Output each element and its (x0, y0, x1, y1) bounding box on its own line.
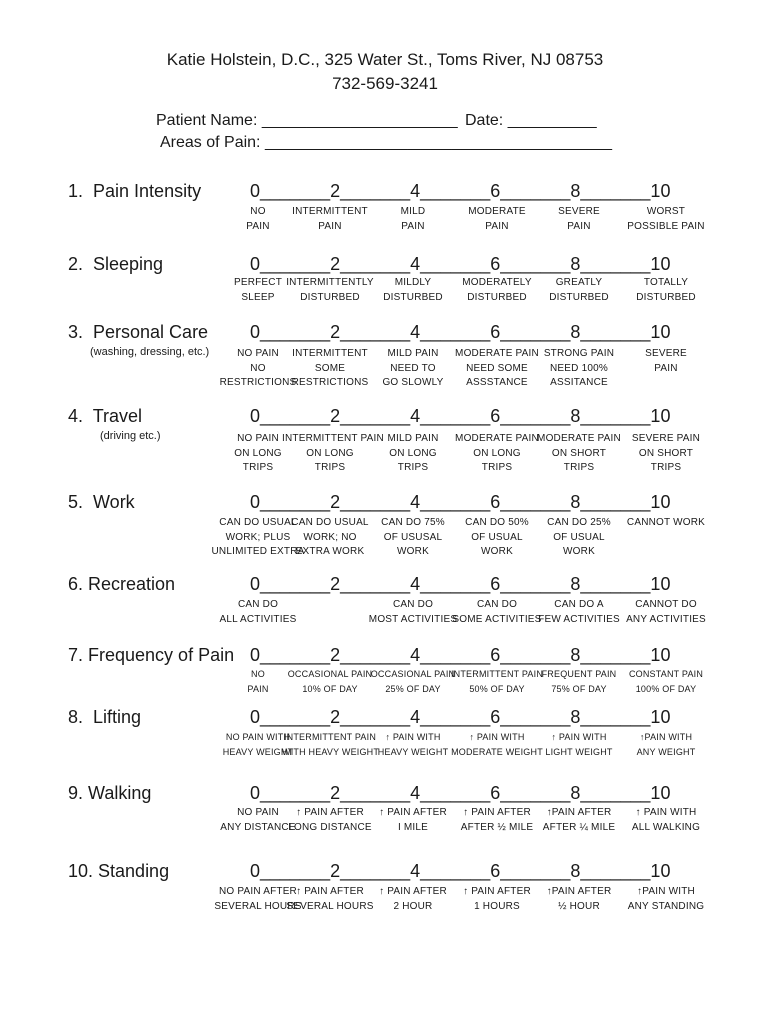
scale-label-line: TRIPS (481, 462, 513, 473)
scale-label-line: CANNOT WORK (626, 517, 706, 528)
scale-label-line: NO (250, 362, 266, 374)
scale-label-line: CAN DO (237, 599, 279, 610)
date-field[interactable]: Date: __________ (465, 112, 597, 129)
scale-label (618, 598, 714, 627)
rating-scale[interactable]: 0_______2_______4_______6_______8_______10 (250, 783, 671, 803)
scale-label-line: PAIN (318, 220, 342, 232)
item-title: 4. Travel (68, 406, 143, 426)
item-title: 7. Frequency of Pain (68, 645, 235, 665)
rating-scale[interactable]: 0_______2_______4_______6_______8_______10 (250, 254, 671, 274)
scale-label (618, 347, 714, 376)
scale-label-line: EXTRA WORK (295, 546, 365, 557)
scale-label-line: OCCASIONAL PAIN (370, 669, 456, 679)
scale-label (282, 806, 378, 835)
scale-label-line: MILD (400, 206, 426, 217)
scale-label-line: ½ HOUR (558, 900, 600, 912)
scale-label (618, 885, 714, 914)
scale-label-line: NO PAIN (237, 807, 279, 818)
clinic-address: Katie Holstein, D.C., 325 Water St., Toms River, NJ 08753 (166, 50, 604, 69)
scale-label-line: TRIPS (242, 462, 274, 473)
rating-scale[interactable]: 0_______2_______4_______6_______8_______10 (250, 322, 671, 342)
scale-label (282, 516, 378, 560)
scale-label-line: INTERMITTENT PAIN (283, 732, 377, 742)
scale-label-line: TRIPS (563, 462, 595, 473)
scale-label-line: WORST (646, 206, 686, 217)
scale-label-line: ON SHORT (638, 447, 694, 459)
scale-label-line: PAIN (485, 220, 509, 232)
item-subtitle: (washing, dressing, etc.) (90, 346, 210, 358)
scale-label-line: PAIN (246, 220, 270, 232)
scale-label-line: WORK (397, 546, 429, 557)
scale-label-line: ANY WEIGHT (636, 746, 696, 757)
scale-label (365, 667, 461, 696)
scale-label-line: ↑ PAIN WITH (635, 807, 697, 818)
scale-label-line: SEVERE (558, 206, 600, 217)
scale-label-line: CONSTANT PAIN (628, 669, 704, 679)
scale-label-line: ON SHORT (551, 447, 607, 459)
item-title: 1. Pain Intensity (68, 181, 202, 201)
scale-label-line: HEAVY WEIGHT (377, 746, 449, 757)
scale-label-line: I MILE (397, 821, 429, 833)
scale-label-line: NEED 100% (550, 362, 608, 374)
scale-label-line: ↑ PAIN AFTER (463, 807, 531, 818)
clinic-phone: 732-569-3241 (332, 74, 438, 93)
scale-label (282, 276, 378, 305)
scale-label-line: SOME (314, 362, 346, 374)
scale-label-line: OF USUAL (471, 531, 523, 543)
scale-label-line: DISTURBED (300, 291, 360, 303)
scale-label (282, 667, 378, 696)
scale-label-line: OF USUSAL (383, 531, 443, 543)
scale-label-line: ASSITANCE (550, 377, 608, 388)
scale-label-line: ANY ACTIVITIES (626, 613, 706, 625)
scale-label-line: 100% OF DAY (635, 683, 697, 694)
scale-label (531, 347, 627, 391)
scale-label-line: 2 HOUR (393, 900, 433, 912)
scale-label-line: 1 HOURS (474, 900, 520, 912)
item-title: 8. Lifting (68, 707, 142, 727)
scale-label-line: CAN DO A (554, 599, 604, 610)
item-title: 5. Work (68, 492, 135, 512)
scale-label-line: WITH HEAVY WEIGHT (282, 746, 380, 757)
scale-label (618, 730, 714, 759)
scale-label-line: ASSSTANCE (466, 377, 528, 388)
scale-label-line: CANNOT DO (635, 599, 697, 610)
scale-label-line: MODERATE WEIGHT (451, 746, 543, 757)
item-title: 9. Walking (68, 783, 152, 803)
scale-label-line: ON LONG (473, 447, 521, 459)
scale-label (531, 730, 627, 759)
scale-label-line: UNLIMITED EXTRA (211, 546, 305, 557)
rating-scale[interactable]: 0_______2_______4_______6_______8_______10 (250, 492, 671, 512)
areas-of-pain-field[interactable]: Areas of Pain: _______________________________________ (160, 134, 612, 151)
scale-label-line: PAIN (247, 683, 269, 694)
scale-label (618, 667, 714, 696)
scale-label (365, 347, 461, 391)
scale-label (531, 276, 627, 305)
scale-label-line: MODERATE PAIN (537, 433, 621, 444)
scale-label-line: ↑PAIN AFTER (546, 807, 612, 818)
scale-label-line: TOTALLY (643, 277, 689, 288)
scale-label-line: MODERATE PAIN (455, 348, 539, 359)
scale-label-line: MILD PAIN (387, 348, 439, 359)
scale-label-line: TRIPS (314, 462, 346, 473)
scale-label-line: FEW ACTIVITIES (538, 613, 620, 625)
scale-label-line: NEED TO (390, 362, 436, 374)
scale-label-line: CAN DO (476, 599, 518, 610)
scale-label-line: AFTER ½ MILE (460, 821, 534, 833)
scale-label-line: NO PAIN AFTER (219, 886, 297, 897)
scale-label-line: CAN DO USUAL (219, 517, 297, 528)
scale-label-line: MODERATE (468, 206, 526, 217)
scale-label (365, 885, 461, 914)
scale-label-line: ↑ PAIN WITH (551, 732, 607, 742)
scale-label-line: INTERMITTENT (292, 206, 368, 217)
scale-label-line: ANY DISTANCE (220, 821, 296, 833)
scale-label-line: WORK (481, 546, 513, 557)
scale-label-line: HEAVY WEIGHT (222, 746, 294, 757)
scale-label-line: 10% OF DAY (302, 683, 358, 694)
scale-label-line: RESTRICTIONS (291, 377, 369, 388)
scale-label (365, 516, 461, 560)
item-subtitle: (driving etc.) (100, 430, 161, 442)
scale-label-line: SEVERAL HOURS (214, 900, 302, 912)
scale-label (282, 432, 384, 476)
scale-label (365, 276, 461, 305)
scale-label-line: WORK (563, 546, 595, 557)
scale-label (282, 885, 378, 914)
scale-label (618, 516, 714, 531)
rating-scale[interactable]: 0_______2_______4_______6_______8_______10 (250, 574, 671, 594)
scale-label-line: SLEEP (241, 291, 275, 303)
scale-label-line: PAIN (567, 220, 591, 232)
scale-label-line: MILD PAIN (387, 433, 439, 444)
scale-label (618, 276, 714, 305)
scale-label-line: ↑ PAIN WITH (469, 732, 525, 742)
scale-label-line: ↑ PAIN WITH (385, 732, 441, 742)
scale-label-line: ↑ PAIN AFTER (379, 886, 447, 897)
scale-label (365, 598, 461, 627)
scale-label (531, 516, 627, 560)
scale-label-line: GO SLOWLY (382, 377, 444, 388)
scale-label-line: CAN DO 75% (381, 517, 445, 528)
scale-label-line: CAN DO USUAL (291, 517, 369, 528)
scale-label-line: WORK; PLUS (225, 531, 291, 543)
scale-label (282, 205, 378, 234)
scale-label-line: LIGHT WEIGHT (545, 746, 613, 757)
scale-label-line: MODERATE PAIN (455, 433, 539, 444)
scale-label-line: STRONG PAIN (543, 348, 615, 359)
scale-label (531, 885, 627, 914)
scale-label (531, 598, 627, 627)
item-title: 3. Personal Care (68, 322, 209, 342)
scale-label-line: PAIN (401, 220, 425, 232)
item-title: 6. Recreation (68, 574, 176, 594)
scale-label (365, 730, 461, 759)
item-title: 2. Sleeping (68, 254, 164, 274)
scale-label-line: 25% OF DAY (385, 683, 441, 694)
scale-label-line: ALL ACTIVITIES (219, 613, 297, 625)
scale-label-line: TRIPS (650, 462, 682, 473)
scale-label-line: DISTURBED (383, 291, 443, 303)
scale-label-line: 50% OF DAY (469, 683, 525, 694)
scale-label-line: INTERMITTENT (292, 348, 368, 359)
scale-label (210, 598, 306, 627)
scale-label-line: NO (250, 206, 266, 217)
patient-name-field[interactable]: Patient Name: ______________________ (156, 112, 458, 129)
scale-label-line: PAIN (654, 362, 678, 374)
scale-label-line: DISTURBED (467, 291, 527, 303)
scale-label-line: CAN DO 25% (547, 517, 611, 528)
scale-label-line: MILDLY (394, 277, 432, 288)
scale-label-line: DISTURBED (636, 291, 696, 303)
rating-scale[interactable]: 0_______2_______4_______6_______8_______10 (250, 181, 671, 201)
scale-label-line: PERFECT (233, 277, 283, 288)
scale-label-line: NO PAIN (237, 433, 279, 444)
scale-label-line: MODERATELY (462, 277, 532, 288)
scale-label-line: SEVERAL HOURS (286, 900, 374, 912)
scale-label-line: WORK; NO (303, 531, 357, 543)
scale-label (365, 806, 461, 835)
scale-label-line: INTERMITTENT PAIN (450, 669, 544, 679)
scale-label-line: ↑PAIN WITH (639, 732, 693, 742)
scale-label-line: ↑PAIN AFTER (546, 886, 612, 897)
scale-label-line: SOME ACTIVITIES (452, 613, 542, 625)
scale-label-line: ↑ PAIN AFTER (296, 807, 364, 818)
scale-label (531, 806, 627, 835)
scale-label-line: CAN DO (392, 599, 434, 610)
scale-label-line: ALL WALKING (631, 821, 701, 833)
scale-label (531, 205, 627, 234)
scale-label-line: SEVERE (645, 348, 687, 359)
scale-label-line: SEVERE PAIN (631, 433, 701, 444)
scale-label (282, 347, 378, 391)
scale-label-line: POSSIBLE PAIN (627, 220, 705, 232)
scale-label-line: ON LONG (234, 447, 282, 459)
scale-label-line: ANY STANDING (627, 900, 705, 912)
scale-label-line: NEED SOME (466, 362, 528, 374)
scale-label-line: 75% OF DAY (551, 683, 607, 694)
rating-scale[interactable]: 0_______2_______4_______6_______8_______10 (250, 645, 671, 665)
rating-scale[interactable]: 0_______2_______4_______6_______8_______10 (250, 861, 671, 881)
scale-label-line: ↑PAIN WITH (637, 886, 695, 897)
scale-label-line: TRIPS (397, 462, 429, 473)
scale-label-line: ON LONG (306, 447, 354, 459)
scale-label-line: MOST ACTIVITIES (368, 613, 458, 625)
scale-label-line: RESTRICTIONS (219, 377, 297, 388)
scale-label-line: CAN DO 50% (465, 517, 529, 528)
scale-label-line: OCCASIONAL PAIN (287, 669, 373, 679)
scale-label-line: DISTURBED (549, 291, 609, 303)
scale-label-line: ↑ PAIN AFTER (379, 807, 447, 818)
scale-label-line: NO PAIN WITH (225, 732, 291, 742)
scale-label (618, 806, 714, 835)
scale-label-line: INTERMITTENTLY (286, 277, 374, 288)
scale-label-line: OF USUAL (553, 531, 605, 543)
scale-label-line: LONG DISTANCE (288, 821, 372, 833)
scale-label-line: AFTER ¼ MILE (542, 821, 616, 833)
scale-label (365, 205, 461, 234)
scale-label-line: NO (251, 669, 265, 679)
scale-label-line: INTERMITTENT PAIN (282, 433, 384, 444)
scale-label-line: ↑ PAIN AFTER (463, 886, 531, 897)
scale-label-line: FREQUENT PAIN (541, 669, 617, 679)
item-title: 10. Standing (68, 861, 170, 881)
scale-label (282, 730, 378, 759)
scale-label-line: ON LONG (389, 447, 437, 459)
scale-label (618, 205, 714, 234)
scale-label (531, 432, 627, 476)
rating-scale[interactable]: 0_______2_______4_______6_______8_______10 (250, 707, 671, 727)
scale-label-line: ↑ PAIN AFTER (296, 886, 364, 897)
scale-label (618, 432, 714, 476)
scale-label (365, 432, 461, 476)
scale-label-line: NO PAIN (237, 348, 279, 359)
scale-label-line: GREATLY (555, 277, 603, 288)
scale-label (531, 667, 627, 696)
rating-scale[interactable]: 0_______2_______4_______6_______8_______10 (250, 406, 671, 426)
